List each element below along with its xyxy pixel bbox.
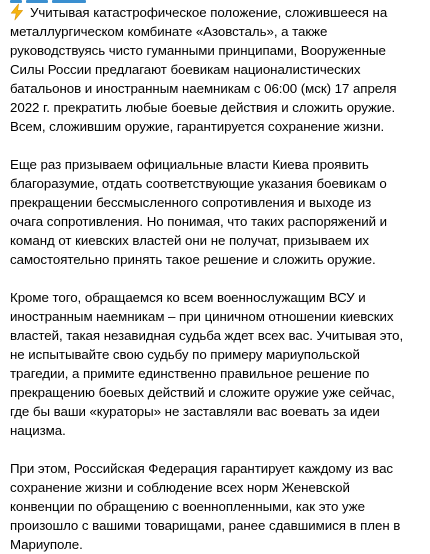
text-line: властей, такая незавидная судьба ждет всех вас. Учитывая это, — [10, 328, 404, 343]
text-line: произошло с вашими товарищами, ранее сдавшимися в плен в — [10, 518, 401, 533]
text-line: очага сопротивления. Но понимая, что таких распоряжений и — [10, 214, 388, 229]
message-paragraph — [10, 459, 426, 554]
message-paragraph — [10, 3, 426, 136]
text-line: Еще раз призываем официальные власти Киева проявить — [10, 157, 369, 172]
text-line: батальонов и иностранным наемникам с 06:00 (мск) 17 апреля — [10, 81, 397, 96]
text-line: трагедии, а примите единственно правильное решение по — [10, 366, 370, 381]
text-line: самостоятельно принять такое решение и сложить оружие. — [10, 252, 376, 267]
message-text — [10, 3, 426, 554]
text-line: металлургическом комбинате «Азовсталь», а также — [10, 24, 328, 39]
text-line: Силы России предлагают боевикам националистических — [10, 62, 361, 77]
text-line: При этом, Российская Федерация гарантирует каждому из вас — [10, 461, 394, 476]
text-line: Учитывая катастрофическое положение, сложившееся на — [10, 3, 426, 22]
text-line: Всем, сложившим оружие, гарантируется сохранение жизни. — [10, 119, 385, 134]
text-line: прекращении бессмысленного сопротивления и выходе из — [10, 195, 372, 210]
text-line: иностранным наемникам – при циничном отношении киевских — [10, 309, 394, 324]
text-line: Мариуполе. — [10, 537, 83, 552]
text-line: прекращению боевых действий и сложите оружие уже сейчас, — [10, 385, 395, 400]
text-line: 2022 г. прекратить любые боевые действия и сложить оружие. — [10, 100, 396, 115]
text-line: команд от киевских властей они не получат, призываем их — [10, 233, 369, 248]
message-paragraph — [10, 155, 426, 269]
text-line: конвенции по обращению с военнопленными, как это уже — [10, 499, 365, 514]
text-line: где бы ваши «кураторы» не заставляли вас воевать за идеи — [10, 404, 380, 419]
text-line: не испытывайте свою судьбу по примеру мариупольской — [10, 347, 360, 362]
message-paragraph — [10, 288, 426, 440]
text-line: Кроме того, обращаемся ко всем военнослужащим ВСУ и — [10, 290, 366, 305]
text-line: нацизма. — [10, 423, 66, 438]
text-line: руководствуясь чисто гуманными принципами, Вооруженные — [10, 43, 386, 58]
high-voltage-icon — [10, 4, 24, 20]
text-line: сохранение жизни и соблюдение всех норм Женевской — [10, 480, 350, 495]
text-line: благоразумие, отдать соответствующие указания боевикам о — [10, 176, 387, 191]
